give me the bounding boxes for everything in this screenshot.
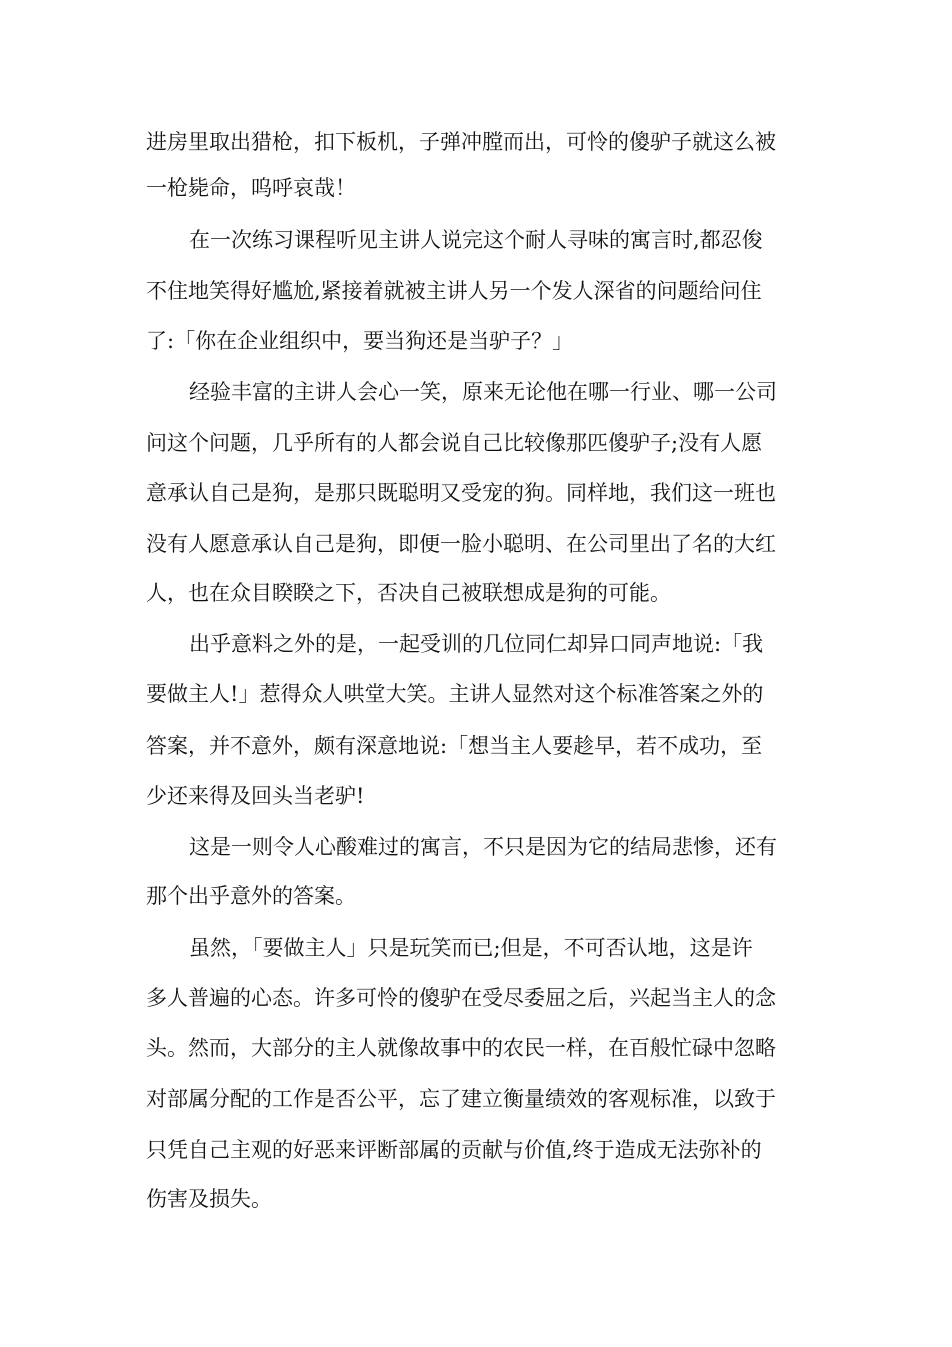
- text-line: [0, 827, 952, 867]
- line-text: 不住地笑得好尴尬,紧接着就被主讲人另一个发人深省的问题给问住: [146, 279, 762, 303]
- text-line: [0, 1179, 952, 1219]
- line-text: 少还来得及回头当老驴!: [146, 784, 365, 808]
- text-line: [0, 473, 952, 513]
- line-text: 对部属分配的工作是否公平，忘了建立衡量绩效的客观标准，以致于: [146, 1087, 776, 1111]
- text-line: [0, 1079, 952, 1119]
- text-line: [0, 524, 952, 564]
- line-text: 了:「你在企业组织中，要当狗还是当驴子？」: [146, 329, 574, 353]
- line-text: 那个出乎意外的答案。: [146, 884, 356, 908]
- text-line: [0, 978, 952, 1018]
- line-text: 头。然而，大部分的主人就像故事中的农民一样，在百般忙碌中忽略: [146, 1036, 776, 1060]
- text-line: [0, 776, 952, 816]
- text-line: [0, 1130, 952, 1170]
- line-text: 没有人愿意承认自己是狗，即便一脸小聪明、在公司里出了名的大红: [146, 532, 776, 556]
- line-text: 进房里取出猎枪，扣下板机，子弹冲膛而出，可怜的傻驴子就这么被: [146, 130, 776, 154]
- text-line: [0, 321, 952, 361]
- line-text: 要做主人!」惹得众人哄堂大笑。主讲人显然对这个标准答案之外的: [146, 682, 764, 706]
- line-text: 这是一则令人心酸难过的寓言，不只是因为它的结局悲惨，还有: [189, 835, 777, 859]
- text-line: [0, 271, 952, 311]
- line-text: 人，也在众目睽睽之下，否决自己被联想成是狗的可能。: [146, 581, 671, 605]
- line-text: 只凭自己主观的好恶来评断部属的贡献与价值,终于造成无法弥补的: [146, 1138, 762, 1162]
- text-line: [0, 423, 952, 463]
- line-text: 虽然，「要做主人」只是玩笑而已;但是，不可否认地，这是许: [189, 936, 753, 960]
- text-line: [0, 624, 952, 664]
- text-line: [0, 573, 952, 613]
- line-text: 意承认自己是狗，是那只既聪明又受宠的狗。同样地，我们这一班也: [146, 481, 776, 505]
- line-text: 答案，并不意外，颇有深意地说:「想当主人要趁早，若不成功，至: [146, 734, 763, 758]
- text-line: [0, 168, 952, 208]
- line-text: 在一次练习课程听见主讲人说完这个耐人寻味的寓言时,都忍俊: [189, 228, 763, 252]
- line-text: 一枪毙命，呜呼哀哉！: [146, 176, 356, 200]
- text-line: [0, 372, 952, 412]
- line-text: 经验丰富的主讲人会心一笑，原来无论他在哪一行业、哪一公司: [189, 380, 777, 404]
- line-text: 问这个问题，几乎所有的人都会说自己比较像那匹傻驴子;没有人愿: [146, 431, 763, 455]
- line-text: 出乎意料之外的是，一起受训的几位同仁却异口同声地说:「我: [189, 632, 764, 656]
- text-line: [0, 674, 952, 714]
- text-line: [0, 1028, 952, 1068]
- line-text: 多人普遍的心态。许多可怜的傻驴在受尽委屈之后，兴起当主人的念: [146, 986, 776, 1010]
- text-line: [0, 928, 952, 968]
- text-line: [0, 876, 952, 916]
- line-text: 伤害及损失。: [146, 1187, 272, 1211]
- text-line: [0, 220, 952, 260]
- text-line: [0, 726, 952, 766]
- text-line: [0, 122, 952, 162]
